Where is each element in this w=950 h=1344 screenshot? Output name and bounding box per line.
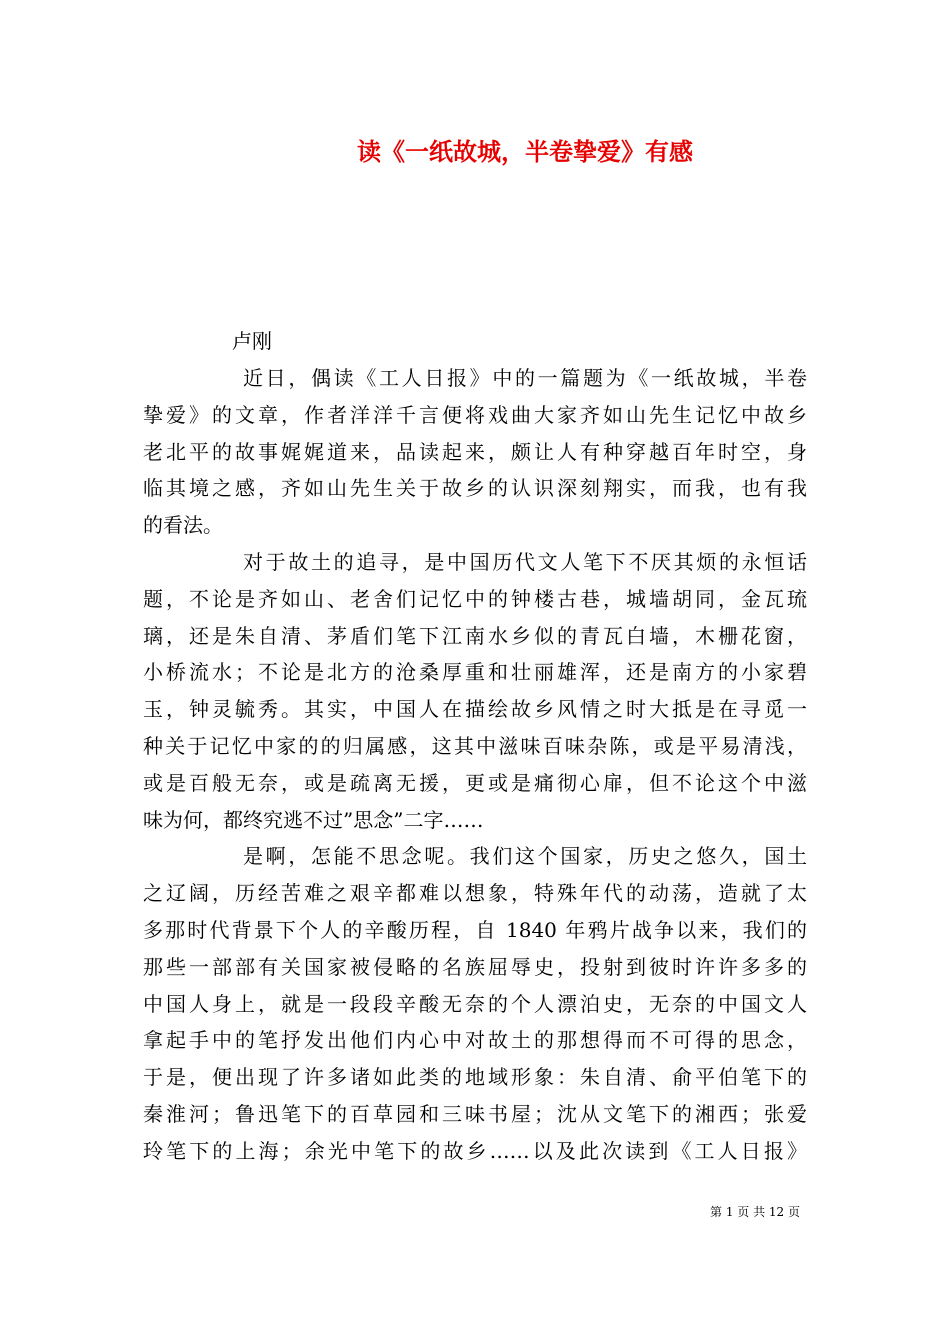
text-line: 种关于记忆中家的的归属感，这其中滋味百味杂陈，或是平易清浅，	[143, 733, 807, 758]
text-line: 对于故土的追寻，是中国历代文人笔下不厌其烦的永恒话	[243, 549, 807, 574]
paragraph-2	[143, 544, 807, 838]
article-body	[143, 360, 807, 1170]
text-line: 题，不论是齐如山、老舍们记忆中的钟楼古巷，城墙胡同，金瓦琉	[143, 586, 807, 611]
text-line: 于是，便出现了许多诸如此类的地域形象：朱自清、俞平伯笔下的	[143, 1065, 807, 1090]
text-line: 的看法。	[143, 513, 223, 538]
text-line: 拿起手中的笔抒发出他们内心中对故土的那想得而不可得的思念，	[143, 1028, 807, 1053]
text-line: 味为何，都终究逃不过”思念”二字……	[143, 807, 484, 832]
text-line: 中国人身上，就是一段段辛酸无奈的个人漂泊史，无奈的中国文人	[143, 991, 807, 1016]
text-line: 璃，还是朱自清、茅盾们笔下江南水乡似的青瓦白墙，木栅花窗，	[143, 623, 807, 648]
text-line: 临其境之感，齐如山先生关于故乡的认识深刻翔实，而我，也有我	[143, 476, 807, 501]
text-line: 玲笔下的上海；余光中笔下的故乡……以及此次读到《工人日报》	[143, 1138, 807, 1163]
text-line: 老北平的故事娓娓道来，品读起来，颇让人有种穿越百年时空，身	[143, 439, 807, 464]
text-line: 或是百般无奈，或是疏离无援，更或是痛彻心扉，但不论这个中滋	[143, 770, 807, 795]
page-number: 第 1 页 共 12 页	[710, 1205, 800, 1219]
text-line: 挚爱》的文章，作者洋洋千言便将戏曲大家齐如山先生记忆中故乡	[143, 402, 807, 427]
text-line: 多那时代背景下个人的辛酸历程，自 1840 年鸦片战争以来，我们的	[143, 917, 807, 942]
text-line: 近日，偶读《工人日报》中的一篇题为《一纸故城，半卷	[243, 366, 807, 390]
author-name: 卢刚	[232, 329, 272, 353]
text-line: 是啊，怎能不思念呢。我们这个国家，历史之悠久，国土	[243, 844, 807, 869]
paragraph-3	[143, 838, 807, 1169]
text-line: 之辽阔，历经苦难之艰辛都难以想象，特殊年代的动荡，造就了太	[143, 881, 807, 906]
text-line: 那些一部部有关国家被侵略的名族屈辱史，投射到彼时许许多多的	[143, 954, 807, 979]
document-title: 读《一纸故城，半卷挚爱》有感	[357, 137, 693, 166]
paragraph-1	[143, 360, 807, 544]
text-line: 玉，钟灵毓秀。其实，中国人在描绘故乡风情之时大抵是在寻觅一	[143, 697, 807, 722]
text-line: 小桥流水；不论是北方的沧桑厚重和壮丽雄浑，还是南方的小家碧	[143, 660, 807, 685]
text-line: 秦淮河；鲁迅笔下的百草园和三味书屋；沈从文笔下的湘西；张爱	[143, 1101, 807, 1126]
